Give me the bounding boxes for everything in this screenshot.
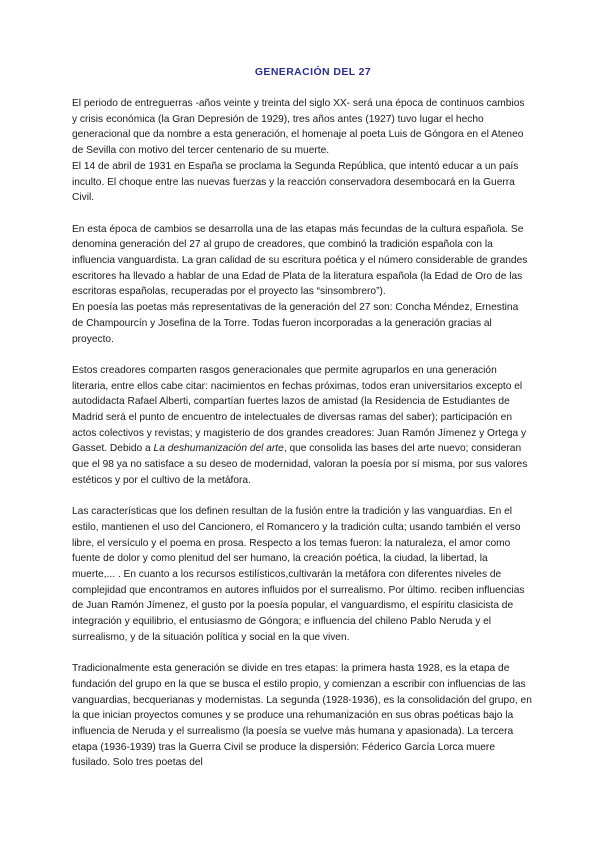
paragraph-poetas: En poesía las poetas más representativas de la generación del 27 son: Concha Méndez, Ernestina de Champourcín y Josefina de la Torre. Todas fueron incorporadas a la generación gracias al proyecto. (72, 302, 519, 345)
book-title-italic: La deshumanización del arte (153, 443, 284, 455)
paragraph-gap (72, 646, 532, 662)
paragraph-etapas: Tradicionalmente esta generación se divide en tres etapas: la primera hasta 1928, es la etapa de fundación del grupo en la que se busca el estilo propio, y comienzan a escribir con influencias de las vanguardias, becquerianas y modernistas. La segunda (1928-1936), es la consolidación del grupo, en la que inician proyectos comunes y se produce una rehumanización en sus obras poéticas bajo la influencia de Neruda y el surrealismo (la poesía se vuelve más humana y apasionada). La tercera etapa (1936-1939) tras la Guerra Civil se produce la dispersión: Féderico García Lorca muere fusilado. Solo tres poetas del (72, 663, 532, 769)
document-page (72, 66, 532, 771)
page-title: GENERACIÓN DEL 27 (254, 66, 372, 78)
paragraph-gap (72, 347, 532, 363)
paragraph-gap (72, 206, 532, 222)
paragraph-definicion: En esta época de cambios se desarrolla una de las etapas más fecundas de la cultura española. Se denomina generación del 27 al grupo de creadores, que combinó la tradición española con la influencia vanguardista. La gran calidad de su escritura poética y el número considerable de grandes escritores ha llevado a hablar de una Edad de Plata de la literatura española (la Edad de Oro de las escritoras españolas, recuperadas por el proyecto las “sinsombrero”). (72, 223, 528, 298)
rasgos-text-end: , que consolida las bases del arte nuevo; consideran que el 98 ya no satisface a su deseo de modernidad, valoran la poesía por sí misma, por sus valores estéticos y por el cultivo de la metáfora. (72, 443, 528, 486)
paragraph-rasgos (72, 363, 532, 489)
paragraph-caracteristicas: Las características que los definen resultan de la fusión entre la tradición y las vanguardias. En el estilo, mantienen el uso del Cancionero, el Romancero y la tradición culta; usando también el verso libre, el versículo y el poema en prosa. Respecto a los temas fueron: la naturaleza, el amor como fuente de dolor y como plenitud del ser humano, la creación poética, la ciudad, la libertad, la muerte,... . En cuanto a los recursos estilísticos,cultivarán la metáfora con diferentes niveles de complejidad que encontramos en autores influidos por el surrealismo. Por último. reciben influencias de Juan Ramón Jímenez, el gusto por la poesía popular, el vanguardismo, el espíritu clasicista de integración y equilibrio, el entusiasmo de Góngora; e influencia del chileno Pablo Neruda y el surrealismo, y de la situación política y social en la que viven. (72, 506, 525, 643)
paragraph-entreguerras: El periodo de entreguerras -años veinte y treinta del siglo XX- será una época de continuos cambios y crisis económica (la Gran Depresión de 1929), tres años antes (1927) tuvo lugar el hecho generacional que da nombre a esta generación, el homenaje al poeta Luis de Góngora en el Ateneo de Sevilla con motivo del tercer centenario de su muerte. (72, 98, 525, 157)
rasgos-text-start: Estos creadores comparten rasgos generacionales que permite agruparlos en una generación literaria, entre ellos cabe citar: nacimientos en fechas próximas, todos eran universitarios excepto el autodidacta Rafael Alberti, compartían fuertes lazos de amistad (la Residencia de Estudiantes de Madrid será el punto de encuentro de intelectuales de diversas ramas del saber); participación en actos colectivos y revistas; y magisterio de dos grandes creadores: Juan Ramón Jímenez y Ortega y Gasset. Debido a (72, 364, 527, 455)
paragraph-republica: El 14 de abril de 1931 en España se proclama la Segunda República, que intentó educar a un país inculto. El choque entre las nuevas fuerzas y la reacción conservadora desembocará en la Guerra Civil. (72, 160, 519, 204)
paragraph-gap (72, 489, 532, 505)
